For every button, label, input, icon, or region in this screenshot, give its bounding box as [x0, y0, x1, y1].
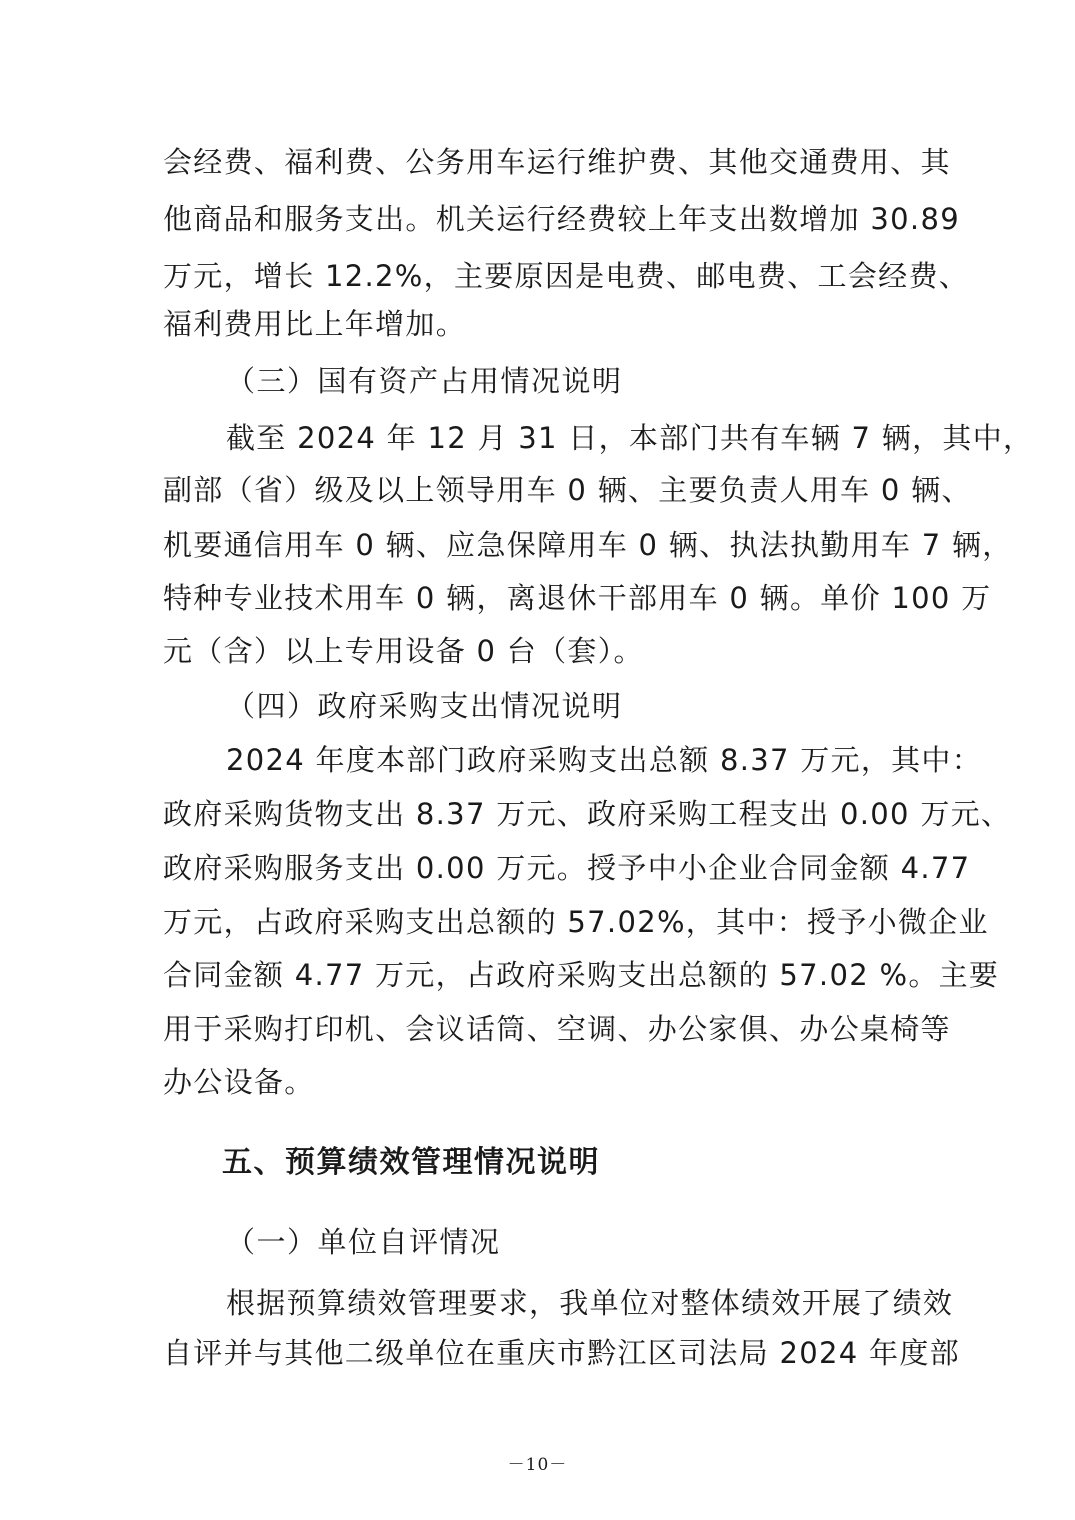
paragraph-line: 根据预算绩效管理要求，我单位对整体绩效开展了绩效: [226, 1286, 954, 1320]
paragraph-line: 政府采购货物支出 8.37 万元、政府采购工程支出 0.00 万元、: [163, 797, 1012, 831]
paragraph-line: 2024 年度本部门政府采购支出总额 8.37 万元，其中：: [226, 743, 983, 777]
paragraph-line: 用于采购打印机、会议话筒、空调、办公家俱、办公桌椅等: [163, 1012, 951, 1046]
heading-state-assets: （三）国有资产占用情况说明: [226, 364, 623, 398]
paragraph-line: 他商品和服务支出。机关运行经费较上年支出数增加 30.89: [163, 202, 960, 236]
page-number: －10－: [507, 1455, 568, 1475]
paragraph-line: 元（含）以上专用设备 0 台（套）。: [163, 634, 644, 668]
paragraph-line: 万元，占政府采购支出总额的 57.02%，其中：授予小微企业: [163, 905, 989, 939]
paragraph-line: 合同金额 4.77 万元，占政府采购支出总额的 57.02 %。主要: [163, 958, 1000, 992]
paragraph-line: 福利费用比上年增加。: [163, 307, 467, 341]
paragraph-line: 特种专业技术用车 0 辆，离退休干部用车 0 辆。单价 100 万: [163, 581, 992, 615]
paragraph-line: 政府采购服务支出 0.00 万元。授予中小企业合同金额 4.77: [163, 851, 971, 885]
paragraph-line: 会经费、福利费、公务用车运行维护费、其他交通费用、其: [163, 145, 951, 179]
heading-government-procurement: （四）政府采购支出情况说明: [226, 689, 623, 723]
paragraph-line: 副部（省）级及以上领导用车 0 辆、主要负责人用车 0 辆、: [163, 473, 972, 507]
paragraph-line: 万元，增长 12.2%，主要原因是电费、邮电费、工会经费、: [163, 259, 970, 293]
section-heading-budget-performance: 五、预算绩效管理情况说明: [222, 1145, 600, 1180]
paragraph-line: 机要通信用车 0 辆、应急保障用车 0 辆、执法执勤用车 7 辆，: [163, 528, 1013, 562]
paragraph-line: 自评并与其他二级单位在重庆市黔江区司法局 2024 年度部: [163, 1336, 960, 1370]
paragraph-line: 截至 2024 年 12 月 31 日，本部门共有车辆 7 辆，其中，: [226, 421, 1034, 455]
heading-self-evaluation: （一）单位自评情况: [226, 1225, 501, 1259]
paragraph-line: 办公设备。: [163, 1065, 315, 1099]
